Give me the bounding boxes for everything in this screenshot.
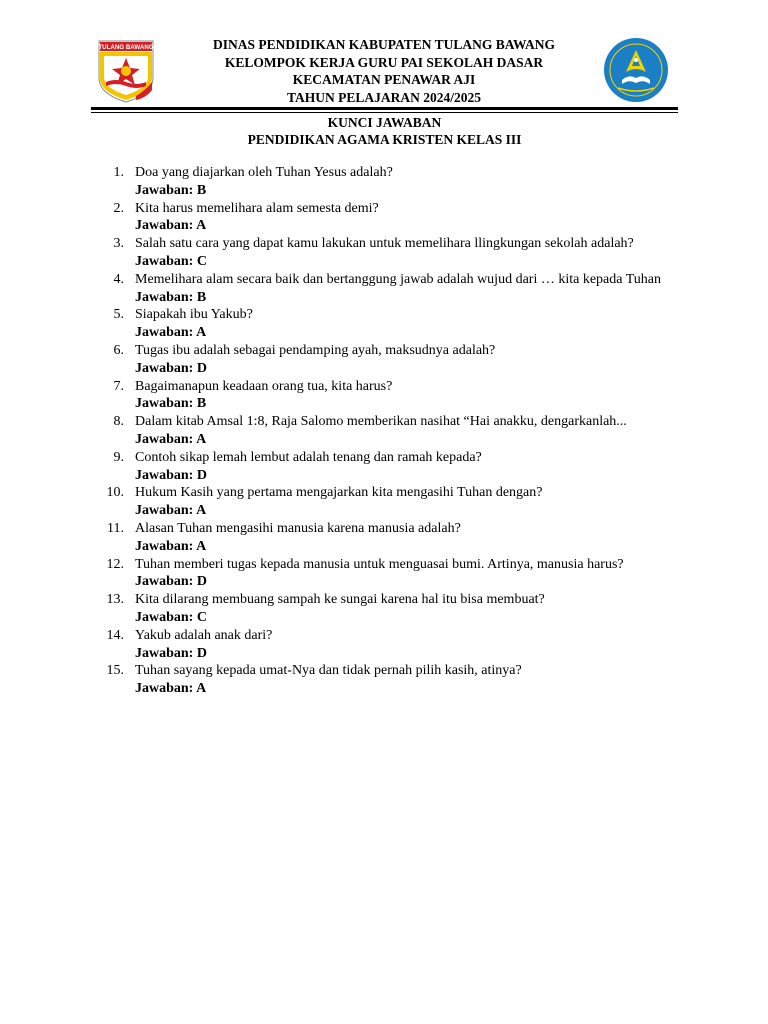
- answer-key: Jawaban: B: [135, 396, 207, 412]
- question-number: 8.: [113, 414, 124, 430]
- list-item: [0, 662, 768, 698]
- answer-key: Jawaban: A: [135, 503, 207, 519]
- list-item: [0, 164, 768, 200]
- question-number: 13.: [106, 592, 124, 608]
- question-text: Tugas ibu adalah sebagai pendamping ayah, maksudnya adalah?: [135, 342, 496, 358]
- header-rule-thick: [91, 107, 678, 110]
- list-item: [0, 235, 768, 271]
- question-number: 9.: [113, 449, 124, 465]
- question-text: Salah satu cara yang dapat kamu lakukan untuk memelihara llingkungan sekolah adalah?: [135, 236, 634, 252]
- answer-key: Jawaban: A: [135, 218, 207, 234]
- question-text: Yakub adalah anak dari?: [135, 627, 273, 643]
- question-text: Dalam kitab Amsal 1:8, Raja Salomo memberikan nasihat “Hai anakku, dengarkanlah...: [135, 414, 627, 430]
- question-text: Contoh sikap lemah lembut adalah tenang dan ramah kepada?: [135, 449, 482, 465]
- question-number: 3.: [113, 236, 124, 252]
- question-text: Alasan Tuhan mengasihi manusia karena manusia adalah?: [135, 520, 461, 536]
- answer-key: Jawaban: A: [135, 431, 207, 447]
- list-item: [0, 484, 768, 520]
- question-number: 7.: [113, 378, 124, 394]
- answer-key: Jawaban: D: [135, 360, 207, 376]
- list-item: [0, 306, 768, 342]
- answer-key: Jawaban: B: [135, 182, 207, 198]
- list-item: [0, 449, 768, 485]
- title-line-1: KUNCI JAWABAN: [327, 115, 442, 130]
- letterhead: [170, 36, 598, 106]
- title-line-2: PENDIDIKAN AGAMA KRISTEN KELAS III: [247, 132, 522, 147]
- question-text: Tuhan sayang kepada umat-Nya dan tidak pernah pilih kasih, atinya?: [135, 663, 522, 679]
- question-number: 2.: [113, 200, 124, 216]
- list-item: [0, 378, 768, 414]
- document-title: [91, 114, 678, 148]
- letterhead-line-1: DINAS PENDIDIKAN KABUPATEN TULANG BAWANG: [212, 37, 556, 52]
- answer-key-list: [0, 164, 768, 698]
- answer-key: Jawaban: A: [135, 681, 207, 697]
- answer-key: Jawaban: A: [135, 325, 207, 341]
- list-item: [0, 200, 768, 236]
- answer-key: Jawaban: A: [135, 538, 207, 554]
- question-text: Doa yang diajarkan oleh Tuhan Yesus adalah?: [135, 165, 393, 180]
- question-number: 5.: [113, 307, 124, 323]
- list-item: [0, 520, 768, 556]
- question-text: Hukum Kasih yang pertama mengajarkan kita mengasihi Tuhan dengan?: [135, 485, 543, 501]
- answer-key: Jawaban: D: [135, 645, 207, 661]
- question-text: Siapakah ibu Yakub?: [135, 307, 253, 323]
- answer-key: Jawaban: C: [135, 253, 207, 269]
- list-item: [0, 591, 768, 627]
- question-number: 15.: [106, 663, 124, 679]
- logo-text: TULANG BAWANG: [98, 44, 154, 51]
- question-text: Tuhan memberi tugas kepada manusia untuk menguasai bumi. Artinya, manusia harus?: [135, 556, 624, 572]
- question-number: 11.: [107, 520, 124, 536]
- letterhead-line-4: TAHUN PELAJARAN 2024/2025: [286, 89, 481, 105]
- list-item: [0, 271, 768, 307]
- question-number: 6.: [113, 342, 124, 358]
- question-text: Kita harus memelihara alam semesta demi?: [135, 200, 379, 216]
- question-text: Bagaimanapun keadaan orang tua, kita harus?: [135, 378, 393, 394]
- question-text: Kita dilarang membuang sampah ke sungai karena hal itu bisa membuat?: [135, 592, 545, 608]
- tut-wuri-handayani-logo: [602, 36, 670, 104]
- question-number: 1.: [113, 165, 124, 180]
- question-text: Memelihara alam secara baik dan bertanggung jawab adalah wujud dari … kita kepada Tuhan: [135, 271, 661, 287]
- answer-key: Jawaban: D: [135, 574, 207, 590]
- answer-key: Jawaban: B: [135, 289, 207, 305]
- letterhead-line-2: KELOMPOK KERJA GURU PAI SEKOLAH DASAR: [224, 54, 544, 70]
- list-item: [0, 627, 768, 663]
- header-rule-thin: [91, 112, 678, 113]
- letterhead-line-3: KECAMATAN PENAWAR AJI: [292, 72, 476, 87]
- question-number: 4.: [113, 271, 124, 287]
- question-number: 10.: [106, 485, 124, 501]
- question-number: 12.: [106, 556, 124, 572]
- answer-key: Jawaban: C: [135, 609, 207, 625]
- question-number: 14.: [106, 627, 124, 643]
- list-item: [0, 342, 768, 378]
- list-item: [0, 556, 768, 592]
- answer-key: Jawaban: D: [135, 467, 207, 483]
- tulang-bawang-logo: [96, 38, 156, 104]
- list-item: [0, 413, 768, 449]
